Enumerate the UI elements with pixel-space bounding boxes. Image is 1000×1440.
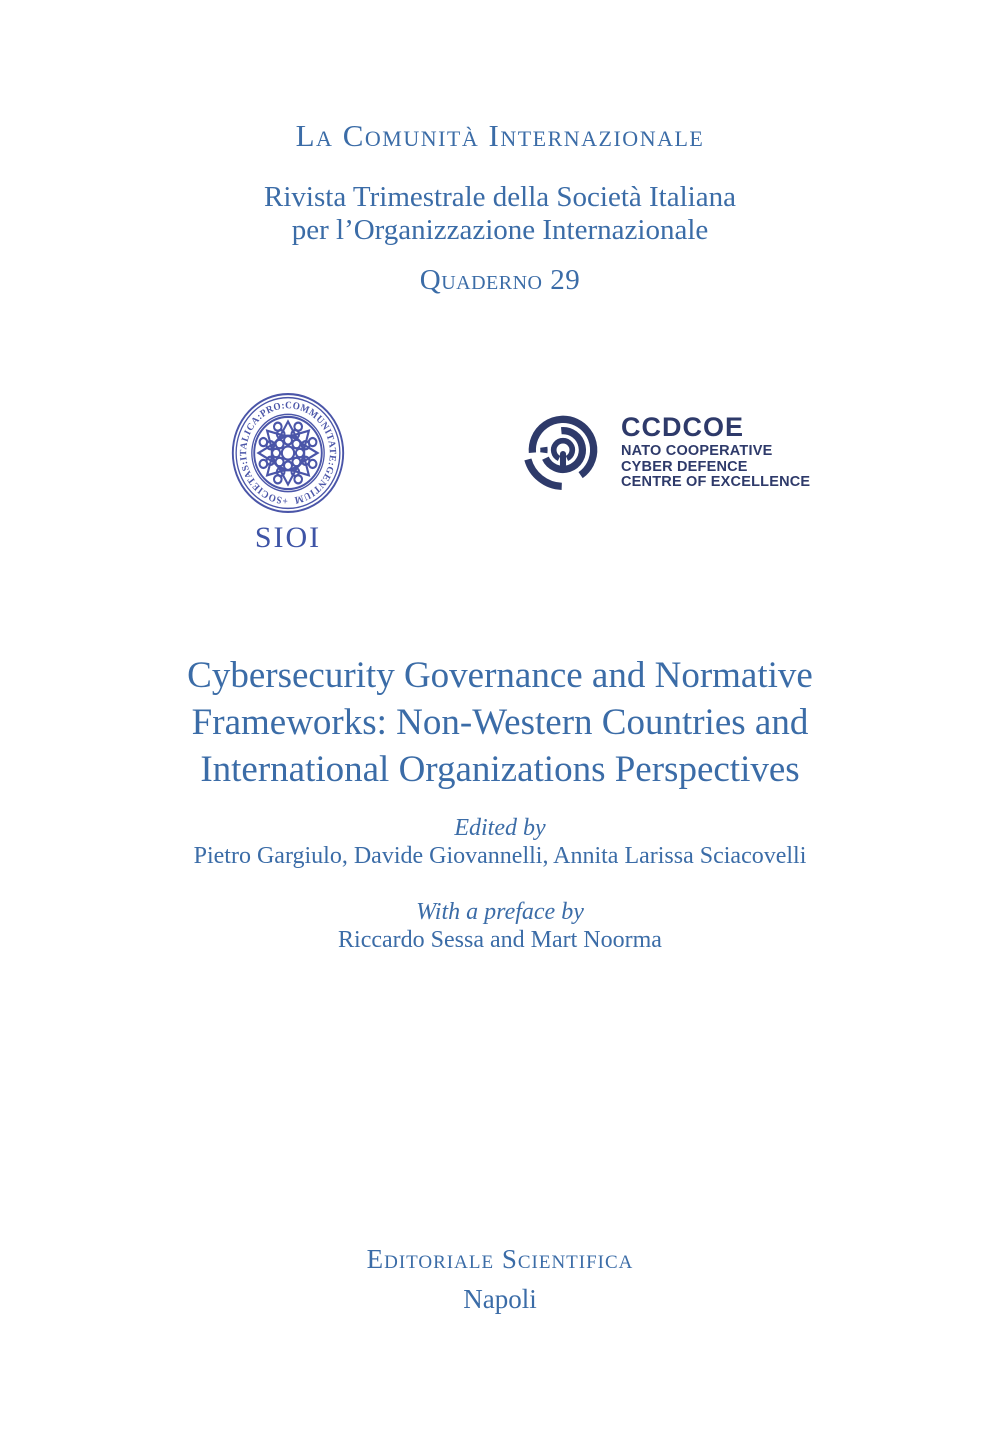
sioi-seal-icon [229, 390, 347, 516]
preface-authors: Riccardo Sessa and Mart Noorma [338, 927, 662, 953]
preface-label: With a preface by [416, 899, 584, 925]
journal-subtitle-line2: per l’Organizzazione Internazionale [291, 214, 709, 246]
ccdcoe-logo [521, 408, 810, 492]
issue-number: Quaderno 29 [419, 264, 581, 296]
editors-names: Pietro Gargiulo, Davide Giovannelli, Annita Larissa Sciacovelli [193, 843, 807, 869]
ccdcoe-acronym: CCDCOE [621, 412, 745, 442]
ccdcoe-mark-icon [521, 408, 605, 492]
publisher-city: Napoli [463, 1284, 537, 1314]
journal-subtitle [0, 181, 1000, 247]
ccdcoe-name-line3: CENTRE OF EXCELLENCE [621, 474, 811, 490]
book-title-line1: Cybersecurity Governance and Normative [187, 655, 813, 696]
ccdcoe-name-line2: CYBER DEFENCE [621, 458, 748, 475]
sioi-seal-rosette [258, 421, 317, 484]
publisher-name: Editoriale Scientifica [366, 1244, 634, 1274]
journal-subtitle-line1: Rivista Trimestrale della Società Italiana [264, 181, 736, 213]
sioi-logo [229, 390, 347, 553]
ccdcoe-name-line1: NATO COOPERATIVE [621, 443, 773, 459]
book-title [0, 652, 1000, 793]
edited-by-label: Edited by [454, 815, 546, 841]
book-title-line2: Frameworks: Non-Western Countries and [191, 702, 809, 743]
sioi-seal-inscription: +SOCIETAS:ITALICA:PRO:COMMUNITATE:GENTIUM [238, 399, 338, 507]
book-title-line3: International Organizations Perspectives [200, 749, 800, 790]
journal-title: La Comunità Internazionale [295, 118, 705, 153]
ccdcoe-wordmark [621, 408, 810, 491]
sioi-label: SIOI [254, 521, 322, 554]
